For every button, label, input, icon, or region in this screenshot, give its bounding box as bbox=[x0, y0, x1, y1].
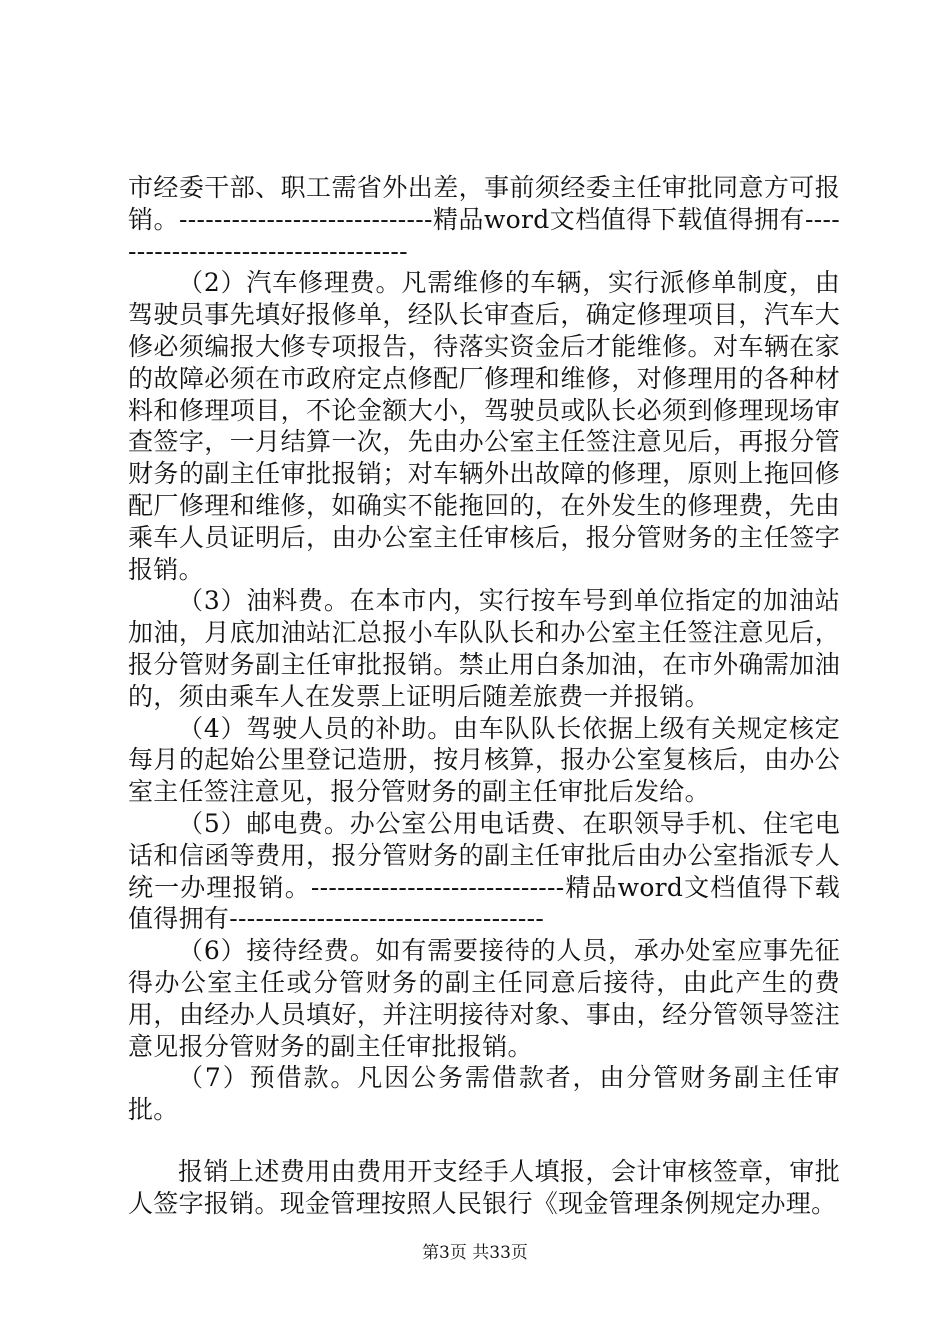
paragraph-vehicle-repair: （2）汽车修理费。凡需维修的车辆，实行派修单制度，由驾驶员事先填好报修单，经队长审查后，确定修理项目，汽车大修必须编报大修专项报告，待落实资金后才能维修。对车辆在家的故障必须在市政府定点修配厂修理和维修，对修理用的各种材料和修理项目，不论金额大小，驾驶员或队长必须到修理现场审查签字，一月结算一次，先由办公室主任签注意见后，再报分管财务的副主任审批报销；对车辆外出故障的修理，原则上拖回修配厂修理和维修，如确实不能拖回的，在外发生的修理费，先由乘车人员证明后，由办公室主任审核后，报分管财务的主任签字报销。 bbox=[128, 268, 840, 584]
paragraph-business-trip: 市经委干部、职工需省外出差，事前须经委主任审批同意方可报销。-----------------------------精品word文档值得下载值得拥有------------------------------------ bbox=[128, 173, 840, 266]
paragraph-reimbursement-procedure: 报销上述费用由费用开支经手人填报，会计审核签章，审批人签字报销。现金管理按照人民银行《现金管理条例规定办理。 bbox=[128, 1156, 840, 1218]
paragraph-advance-loan: （7）预借款。凡因公务需借款者，由分管财务副主任审批。 bbox=[128, 1063, 840, 1125]
paragraph-postal-telecom: （5）邮电费。办公室公用电话费、在职领导手机、住宅电话和信函等费用，报分管财务的副主任审批后由办公室指派专人统一办理报销。-----------------------------精品word文档值得下载值得拥有------------------------------------ bbox=[128, 808, 840, 934]
page-number-footer: 第3页 共33页 bbox=[422, 1243, 528, 1263]
document-body bbox=[128, 172, 840, 1220]
paragraph-driver-allowance: （4）驾驶人员的补助。由车队队长依据上级有关规定核定每月的起始公里登记造册，按月核算，报办公室复核后，由办公室主任签注意见，报分管财务的副主任审批后发给。 bbox=[128, 713, 840, 807]
paragraph-fuel-cost: （3）油料费。在本市内，实行按车号到单位指定的加油站加油，月底加油站汇总报小车队队长和办公室主任签注意见后，报分管财务副主任审批报销。禁止用白条加油，在市外确需加油的，须由乘车人在发票上证明后随差旅费一并报销。 bbox=[128, 586, 840, 711]
paragraph-reception-fund: （6）接待经费。如有需要接待的人员，承办处室应事先征得办公室主任或分管财务的副主任同意后接待，由此产生的费用，由经办人员填好，并注明接待对象、事由，经分管领导签注意见报分管财务的副主任审批报销。 bbox=[128, 936, 840, 1061]
